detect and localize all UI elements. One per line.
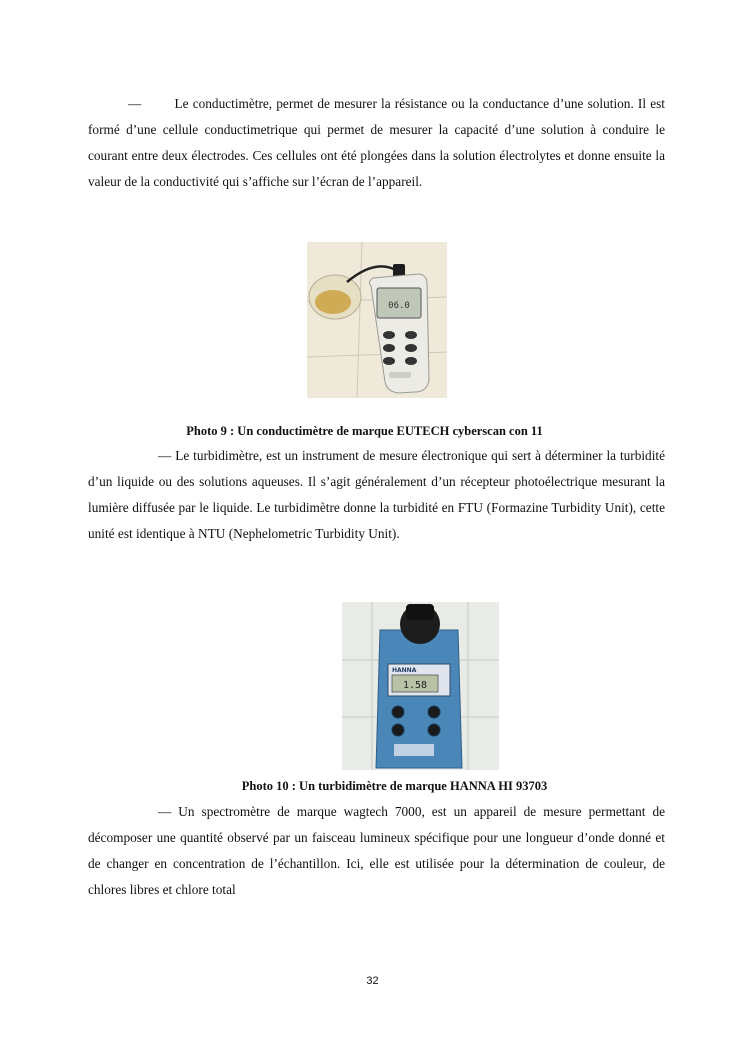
paragraph-turbidimeter: — Le turbidimètre, est un instrument de mesure électronique qui sert à déterminer la turbidité d’un liquide ou des solutions aqueuses. Il s’agit généralement d’un récepteur photoélectrique mesurant la lumière diffusée par le liquide. Le turbidimètre donne la turbidité en FTU (Formazine Turbidity Unit), cette unité est identique à NTU (Nephelometric Turbidity Unit). [88, 448, 665, 541]
page-number: 32 [366, 975, 379, 987]
turbidimeter-illustration [342, 602, 499, 770]
turbidimeter-brand-text: HANNA [392, 667, 417, 674]
caption-photo-9: Photo 9 : Un conductimètre de marque EUTECH cyberscan con 11 [186, 424, 543, 438]
caption-photo-10: Photo 10 : Un turbidimètre de marque HANNA HI 93703 [241, 779, 548, 793]
photo-turbidimeter [342, 602, 499, 770]
conductimeter-display-text: 06.0 [388, 301, 410, 311]
conductimeter-illustration [307, 242, 447, 398]
paragraph-conductimeter: — Le conductimètre, permet de mesurer la résistance ou la conductance d’une solution. Il est formé d’une cellule conductimetrique qui permet de mesurer la capacité d’une solution à conduire le courant entre deux électrodes. Ces cellules ont été plongées dans la solution électrolytes et donne ensuite la valeur de la conductivité qui s’affiche sur l’écran de l’appareil. [88, 96, 665, 189]
turbidimeter-display-text: 1.58 [402, 680, 428, 691]
paragraph-spectrometer: — Un spectromètre de marque wagtech 7000, est un appareil de mesure permettant de décomposer une quantité observé par un faisceau lumineux spécifique pour une longueur d’onde donné et de changer en concentration de l’échantillon. Ici, elle est utilisée pour la détermination de couleur, de chlores libres et chlore total [88, 804, 665, 897]
photo-conductimeter [307, 242, 447, 398]
